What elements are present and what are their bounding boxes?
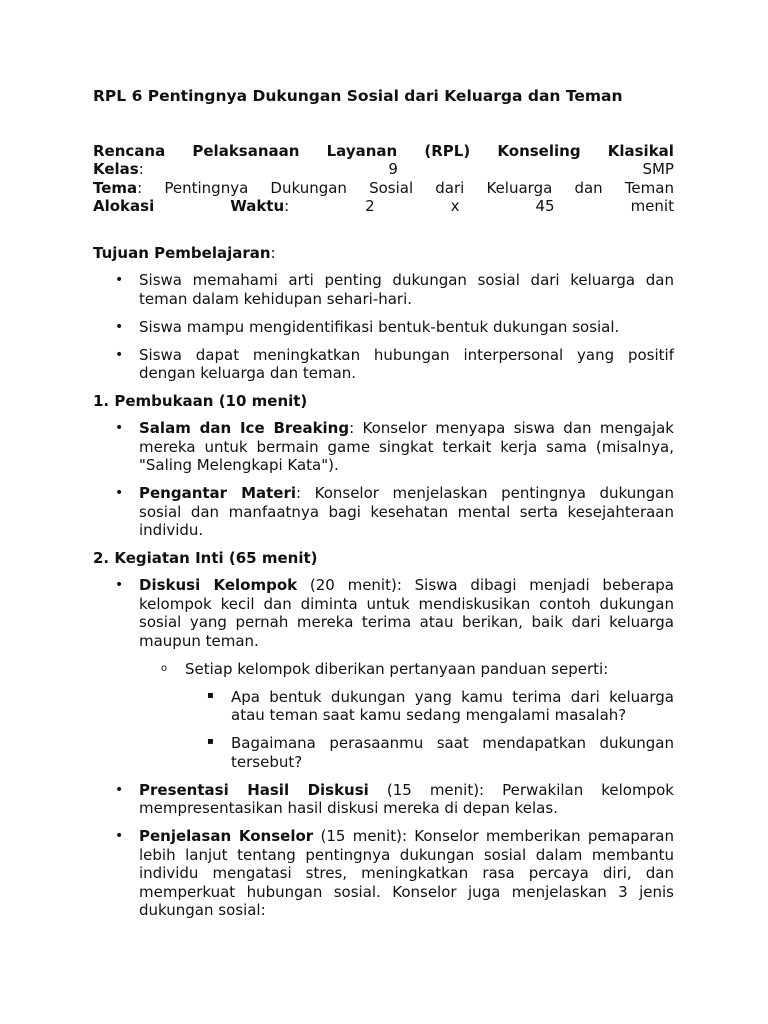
- list-item-term: Presentasi Hasil Diskusi: [139, 780, 369, 799]
- info-row-kelas: [93, 160, 674, 178]
- tema-label-group: Tema:: [93, 178, 143, 197]
- list-item: [93, 271, 674, 308]
- alokasi-value: 45: [535, 196, 555, 215]
- alokasi-value: menit: [630, 196, 674, 215]
- tema-word: Dukungan: [270, 178, 347, 197]
- info-word: (RPL): [424, 142, 471, 160]
- list-item: [93, 576, 674, 771]
- list-item: [139, 660, 674, 772]
- bullet-icon: •: [115, 318, 124, 335]
- info-word: Rencana: [93, 142, 166, 160]
- diskusi-sublist: [139, 660, 674, 772]
- info-row-tema: [93, 179, 674, 197]
- list-item-text: Siswa mampu mengidentifikasi bentuk-bentuk dukungan sosial.: [139, 317, 620, 336]
- list-item: [93, 827, 674, 920]
- bullet-icon: •: [115, 272, 124, 288]
- bullet-icon: •: [115, 420, 124, 436]
- tema-word: Sosial: [369, 178, 414, 197]
- list-item-term: Salam dan Ice Breaking: [139, 419, 350, 437]
- list-item: [185, 734, 674, 771]
- pembukaan-list: [93, 419, 674, 540]
- tema-word: Teman: [624, 178, 674, 197]
- list-item-text: : Konselor menjelaskan pentingnya dukungan sosial dan manfaatnya bagi kesehatan mental serta kesejahteraan individu.: [139, 484, 675, 539]
- bullet-icon: •: [115, 828, 124, 844]
- list-item: [93, 346, 674, 383]
- list-item: [93, 484, 674, 540]
- list-item: [93, 781, 674, 818]
- tema-word: dan: [574, 178, 603, 197]
- list-item-text: Siswa dapat meningkatkan hubungan interpersonal yang positif dengan keluarga dan teman.: [139, 345, 674, 382]
- tujuan-heading-text: Tujuan Pembelajaran: [93, 244, 271, 262]
- info-word: Layanan: [326, 142, 398, 160]
- list-item: [93, 419, 674, 475]
- bullet-icon: •: [115, 346, 124, 363]
- list-item-text: Siswa memahami arti penting dukungan sosial dari keluarga dan teman dalam kehidupan sehari-hari.: [139, 271, 674, 308]
- bullet-icon: •: [115, 781, 124, 798]
- list-item-text: (15 menit): Perwakilan kelompok mempresentasikan hasil diskusi mereka di depan kelas.: [139, 780, 674, 817]
- tema-word: Keluarga: [486, 178, 553, 197]
- square-bullet-icon: ▪: [207, 689, 214, 701]
- alokasi-value: x: [450, 196, 460, 215]
- kegiatan-heading: 2. Kegiatan Inti (65 menit): [93, 549, 318, 567]
- info-word: Pelaksanaan: [192, 142, 300, 160]
- questions-list: [185, 688, 674, 772]
- list-item-term: Diskusi Kelompok: [139, 576, 298, 594]
- info-row-rpl: [93, 142, 674, 160]
- list-item-text: (15 menit): Konselor memberikan pemaparan lebih lanjut tentang pentingnya dukungan sosial dalam membantu individu mengatasi stres, meningkatkan rasa percaya diri, dan memperkuat hubungan sosial. Konselor juga menjelaskan 3 jenis dukungan sosial:: [139, 827, 674, 919]
- tujuan-heading: Tujuan Pembelajaran:: [93, 244, 276, 262]
- info-block: [93, 142, 674, 215]
- list-item: [185, 688, 674, 725]
- alokasi-label-2: Waktu: [230, 196, 285, 215]
- alokasi-label-1: Alokasi: [93, 196, 155, 215]
- list-item-text: Setiap kelompok diberikan pertanyaan panduan seperti:: [185, 659, 609, 678]
- list-item-term: Penjelasan Konselor: [139, 827, 314, 845]
- circle-bullet-icon: o: [161, 662, 168, 674]
- pembukaan-heading: 1. Pembukaan (10 menit): [93, 392, 308, 410]
- list-item-text: Bagaimana perasaanmu saat mendapatkan dukungan tersebut?: [231, 734, 674, 771]
- kelas-label: Kelas: [93, 160, 139, 179]
- document-title: RPL 6 Pentingnya Dukungan Sosial dari Keluarga dan Teman: [93, 87, 623, 105]
- kelas-label-group: Kelas:: [93, 160, 144, 179]
- kegiatan-list: [93, 576, 674, 920]
- bullet-icon: •: [115, 577, 124, 593]
- info-row-alokasi: [93, 197, 674, 215]
- document-body: [93, 244, 674, 929]
- kelas-value: 9: [388, 160, 398, 179]
- list-item-text: (20 menit): Siswa dibagi menjadi beberapa kelompok kecil dan diminta untuk mendiskusikan contoh dukungan sosial yang pernah mereka terima atau berikan, baik dari keluarga maupun teman.: [139, 576, 674, 650]
- info-word: Klasikal: [607, 142, 674, 160]
- tema-word: dari: [435, 178, 465, 197]
- kelas-level: SMP: [642, 160, 674, 179]
- list-item-text: Apa bentuk dukungan yang kamu terima dari keluarga atau teman saat kamu sedang mengalami masalah?: [231, 687, 674, 724]
- list-item-term: Pengantar Materi: [139, 484, 297, 502]
- tema-word: Pentingnya: [164, 178, 249, 197]
- info-word: Konseling: [497, 142, 581, 160]
- alokasi-value: 2: [365, 196, 375, 215]
- list-item-text: : Konselor menyapa siswa dan mengajak mereka untuk bermain game singkat terkait kerja sama (misalnya, "Saling Melengkapi Kata").: [139, 419, 674, 474]
- list-item: [93, 318, 674, 337]
- alokasi-label-group: Waktu:: [230, 196, 290, 215]
- bullet-icon: •: [115, 485, 124, 501]
- tujuan-list: [93, 271, 674, 383]
- square-bullet-icon: ▪: [207, 736, 214, 747]
- tema-label: Tema: [93, 178, 138, 197]
